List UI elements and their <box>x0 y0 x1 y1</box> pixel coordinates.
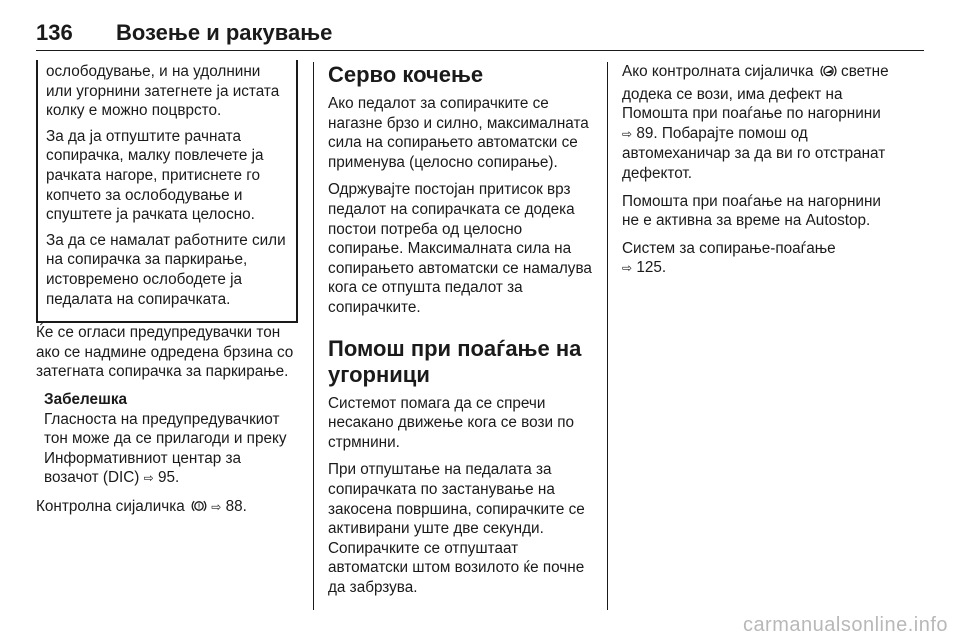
page-reference-link[interactable]: 89. <box>636 124 658 142</box>
svg-text:!: ! <box>197 503 201 511</box>
page-reference-link[interactable]: 95. <box>157 469 180 487</box>
warning-text: За да ја отпуштите рачната сопирачка, малку повлечете ја рачката нагоре, притиснете го копчето за ослободување и спуштете ја рачката целосно. <box>46 127 264 224</box>
brake-warning-lamp-icon <box>191 498 207 520</box>
paragraph: Ако педалот за сопирачките се нагазне брзо и силно, максималната сила на сопирањето автоматски се применува (целосно сопирање). <box>328 95 589 171</box>
page-reference-link[interactable]: 88. <box>225 497 247 515</box>
heading-servo-braking: Серво кочење <box>328 62 484 87</box>
page-ref-arrow-icon: ⇨ <box>622 126 633 141</box>
paragraph-warning-tone: Ќе се огласи предупредувачки тон ако се надмине одредена брзина со затегната сопирачка за паркирање. <box>36 324 294 381</box>
note-block <box>36 390 298 489</box>
page-reference-link[interactable]: 125. <box>636 259 667 277</box>
page-header <box>36 20 924 50</box>
warning-text: За да се намалат работните сили на сопирачка за паркирање, истовремено ослободете ја педалата на сопирачката. <box>46 231 286 308</box>
paragraph-control-lamp: Контролна сијаличка ! ⇨ 88. <box>36 497 298 520</box>
paragraph: Одржувајте постојан притисок врз педалот на сопирачката се додека постои потреба од целосно сопирање. Максималната сила на сопирањето автоматски се намалува кога се отпушта педалот за сопирачките. <box>328 181 592 316</box>
hill-assist-lamp-icon <box>820 63 837 85</box>
column-divider <box>607 62 608 610</box>
note-label: Забелешка <box>44 390 127 408</box>
heading-hill-start-assist: Помош при поаѓање на угорници <box>328 335 582 387</box>
page-ref-arrow-icon: ⇨ <box>143 471 154 486</box>
paragraph: Системот помага да се спречи несакано движење кога се вози по стрмнини. <box>328 394 575 451</box>
column-divider <box>313 62 314 610</box>
page-number: 136 <box>36 20 73 45</box>
header-rule <box>36 50 924 51</box>
note-text: Гласноста на предупредувачкиот тон може да се прилагоди и преку Информативниот центар за возачот (DIC) ⇨ 95. <box>44 410 287 487</box>
column-left <box>36 62 298 527</box>
page-ref-arrow-icon: ⇨ <box>211 499 222 514</box>
column-right <box>622 62 894 287</box>
paragraph-hill-assist-fault: Ако контролната сијаличка светне додека се вози, има дефект на Помошта при поаѓање по нагорнини ⇨ 89. Побарајте помош од автомеханичар за да ви го отстранат дефектот. <box>622 63 889 182</box>
column-middle <box>328 62 594 605</box>
section-title: Возење и ракување <box>116 20 333 45</box>
watermark: carmanualsonline.info <box>742 614 948 636</box>
warning-text: ослободување, и на удолнини или угорнини затегнете ја истата колку е можно поцврсто. <box>46 63 280 120</box>
paragraph: При отпуштање на педалата за сопирачката по застанување на закосена површина, сопирачките се активирани уште две секунди. Сопирачките се отпуштаат автоматски штом возилото ќе почне да забрзува. <box>328 461 585 596</box>
warning-box <box>36 60 298 323</box>
paragraph-stop-start-ref: Систем за сопирање-поаѓање ⇨ 125. <box>622 239 836 277</box>
page-ref-arrow-icon: ⇨ <box>622 261 633 276</box>
paragraph: Помошта при поаѓање на нагорнини не е активна за време на Autostop. <box>622 192 881 230</box>
